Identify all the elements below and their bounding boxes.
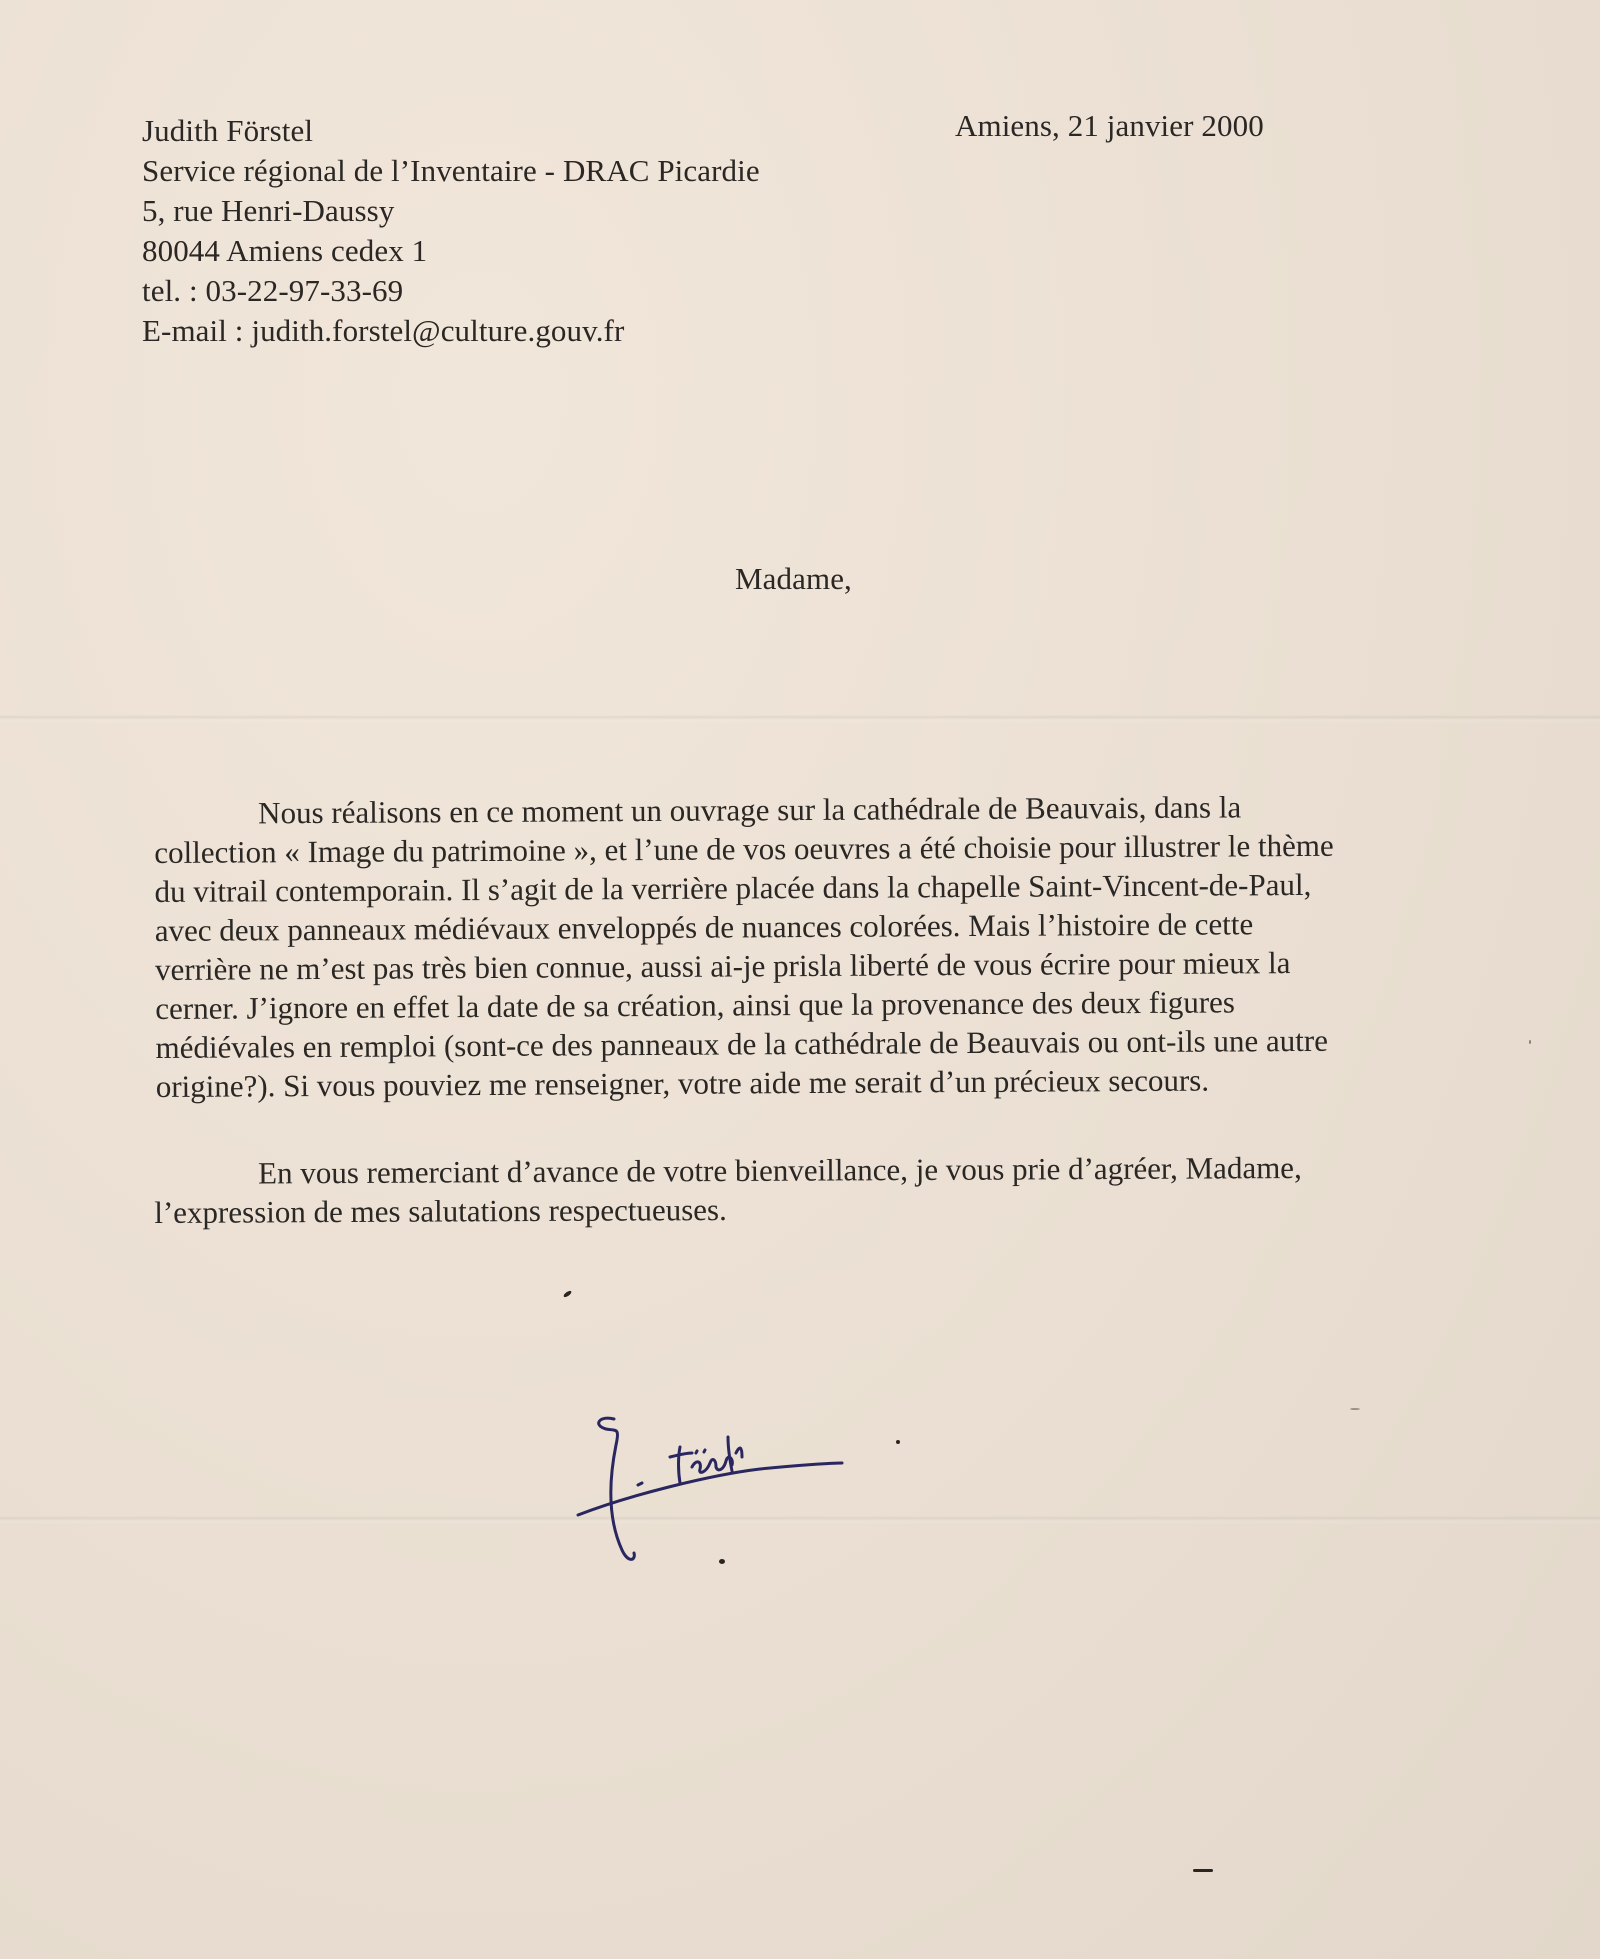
body-paragraph-1 (154, 786, 1446, 1106)
ink-speck (1193, 1869, 1213, 1872)
ink-speck (896, 1440, 900, 1444)
signature-f-stroke (670, 1447, 692, 1483)
paragraph-line: avec deux panneaux médiévaux enveloppés de nuances colorées. Mais l’histoire de cette (154, 906, 1254, 948)
paragraph-line: l’expression de mes salutations respectueuses. (154, 1192, 727, 1230)
paragraph-line: origine?). Si vous pouviez me renseigner, votre aide me serait d’un précieux secours. (155, 1062, 1210, 1104)
paragraph-line: collection « Image du patrimoine », et l’une de vos oeuvres a été choisie pour illustrer le thème (154, 827, 1334, 870)
sender-phone: tel. : 03-22-97-33-69 (142, 273, 404, 308)
signature-underline-stroke (578, 1463, 842, 1515)
body-paragraph-2 (154, 1147, 1444, 1232)
sender-name: Judith Förstel (142, 113, 314, 148)
ink-speck (1529, 1040, 1531, 1044)
signature-scribble-stroke (692, 1437, 742, 1472)
handwritten-signature (570, 1375, 910, 1575)
paragraph-line: En vous remerciant d’avance de votre bienveillance, je vous prie d’agréer, Madame, (258, 1149, 1302, 1191)
letter-date: Amiens, 21 janvier 2000 (955, 108, 1264, 143)
ink-speck (719, 1559, 725, 1564)
ink-speck (563, 1290, 573, 1298)
sender-email: E-mail : judith.forstel@culture.gouv.fr (142, 313, 625, 348)
sender-address-block (142, 111, 760, 351)
sender-street: 5, rue Henri-Daussy (142, 193, 395, 228)
signature-dot (638, 1483, 642, 1485)
signature-umlaut (696, 1450, 705, 1453)
paragraph-line: médiévales en remploi (sont-ce des panneaux de la cathédrale de Beauvais ou ont-ils une autre (155, 1022, 1329, 1065)
sender-service: Service régional de l’Inventaire - DRAC Picardie (142, 153, 760, 188)
paragraph-line: du vitrail contemporain. Il s’agit de la verrière placée dans la chapelle Saint-Vincent-de-Paul, (154, 866, 1312, 909)
signature-j-stroke (599, 1418, 635, 1559)
paragraph-line: verrière ne m’est pas très bien connue, aussi ai-je prisla liberté de vous écrire pour mieux la (154, 945, 1291, 987)
ink-speck (1350, 1408, 1360, 1410)
sender-city: 80044 Amiens cedex 1 (142, 233, 428, 268)
paragraph-line: cerner. J’ignore en effet la date de sa création, ainsi que la provenance des deux figures (155, 984, 1236, 1026)
paragraph-line: Nous réalisons en ce moment un ouvrage sur la cathédrale de Beauvais, dans la (258, 789, 1242, 831)
salutation: Madame, (735, 561, 852, 596)
